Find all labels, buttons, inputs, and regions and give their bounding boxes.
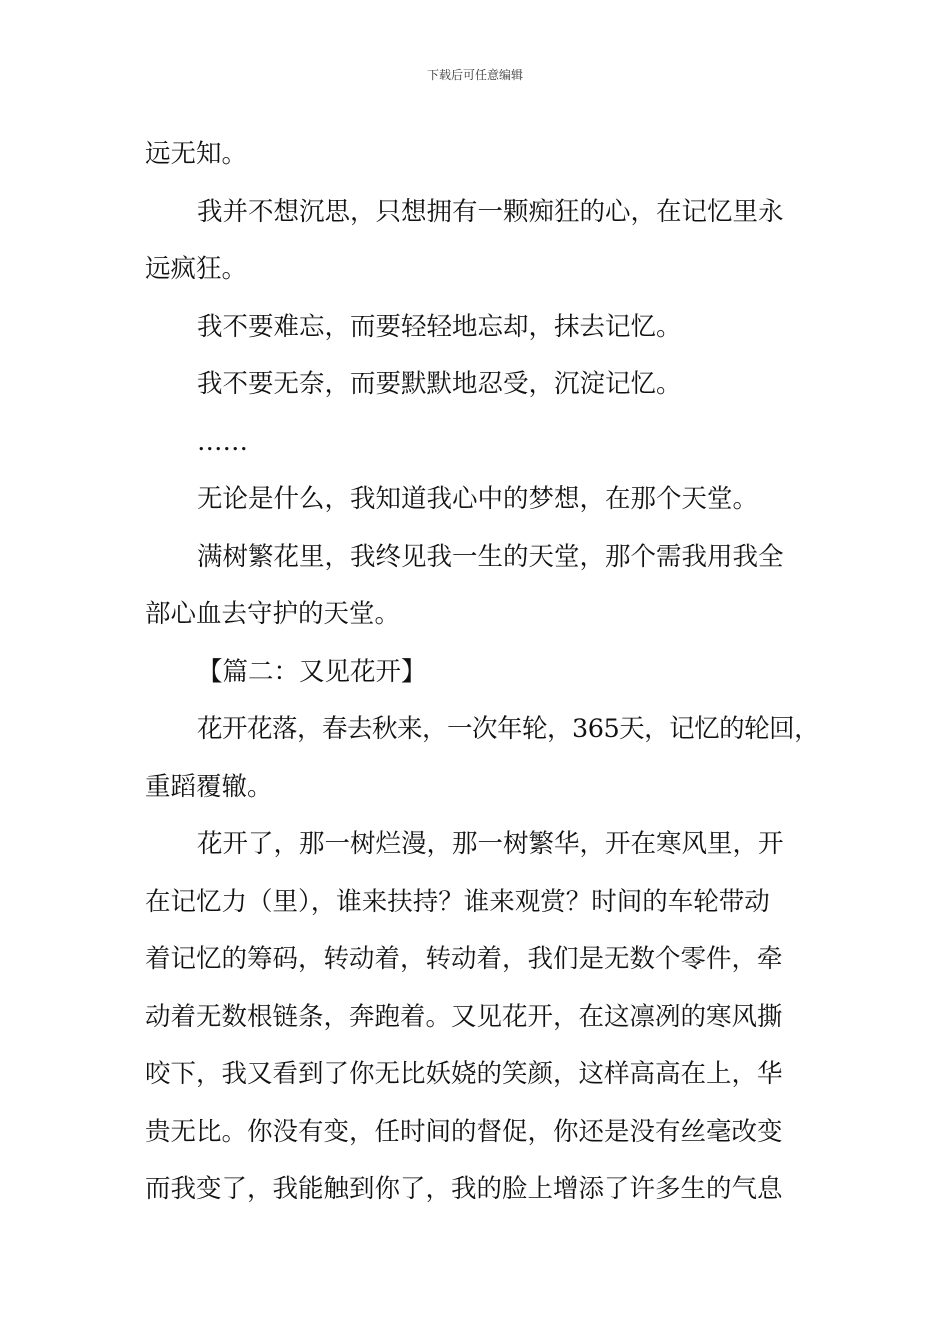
page-header: 下载后可任意编辑 (426, 68, 523, 82)
text-line: 花开了，那一树烂漫，那一树繁华，开在寒风里，开 (197, 829, 784, 859)
ellipsis-line: …… (197, 426, 248, 457)
text-line: 重蹈覆辙。 (145, 771, 273, 802)
text-line: 我不要无奈，而要默默地忍受，沉淀记忆。 (197, 369, 682, 399)
text-line: 咬下，我又看到了你无比妖娆的笑颜，这样高高在上，华 (145, 1059, 783, 1089)
text-line: 而我变了，我能触到你了，我的脸上增添了许多生的气息 (145, 1174, 783, 1204)
text-line: 远无知。 (145, 139, 248, 169)
text-line: 着记忆的筹码，转动着，转动着，我们是无数个零件，牵 (145, 944, 783, 974)
text-line: 我并不想沉思，只想拥有一颗痴狂的心，在记忆里永 (197, 196, 784, 227)
text-line: 在记忆力（里），谁来扶持？谁来观赏？时间的车轮带动 (145, 886, 770, 917)
text-line: 满树繁花里，我终见我一生的天堂，那个需我用我全 (197, 541, 784, 572)
text-line: 我不要难忘，而要轻轻地忘却，抹去记忆。 (197, 311, 682, 342)
section-heading: 【篇二：又见花开】 (197, 656, 427, 687)
text-line: 贵无比。你没有变，任时间的督促，你还是没有丝毫改变 (145, 1116, 783, 1147)
text-line: 动着无数根链条，奔跑着。又见花开，在这凛冽的寒风撕 (145, 1001, 783, 1032)
text-line: 无论是什么，我知道我心中的梦想，在那个天堂。 (197, 484, 759, 514)
text-line: 花开花落，春去秋来，一次年轮，365天，记忆的轮回， (197, 714, 820, 744)
text-line: 远疯狂。 (145, 254, 248, 284)
text-line: 部心血去守护的天堂。 (145, 599, 401, 629)
body-text (145, 126, 820, 1219)
